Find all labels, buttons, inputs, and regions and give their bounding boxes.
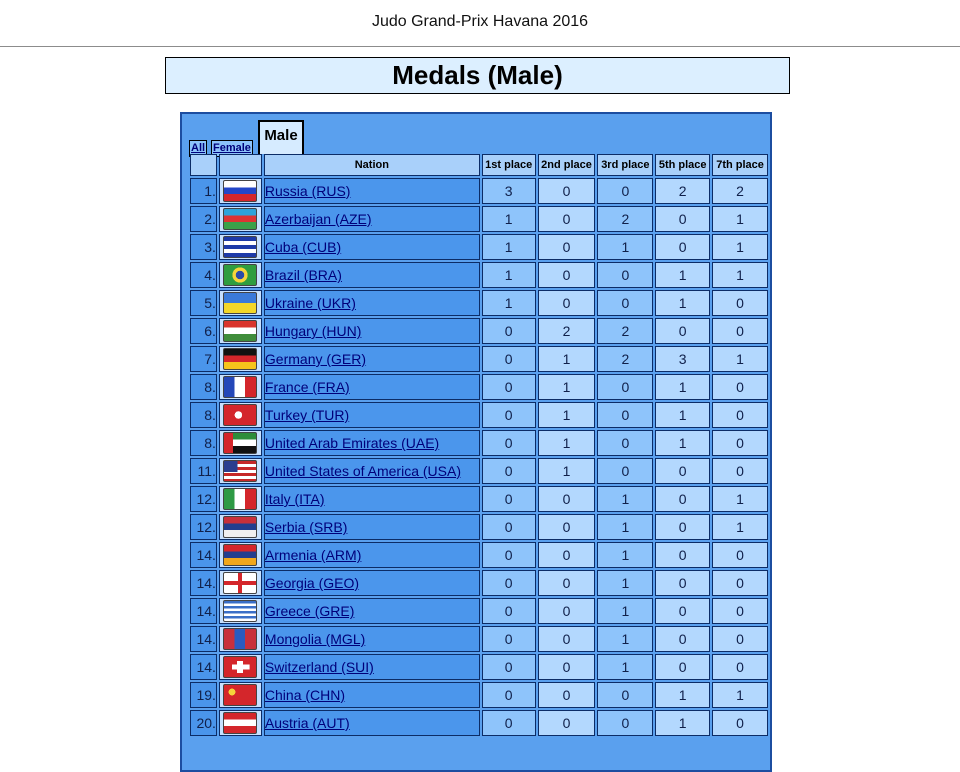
rank-cell: 12. xyxy=(190,486,217,512)
flag-usa-icon xyxy=(223,460,257,482)
nation-link[interactable]: Italy (ITA) xyxy=(264,491,325,507)
third-place-cell: 0 xyxy=(597,178,653,204)
table-row xyxy=(190,234,768,260)
seventh-place-header: 7th place xyxy=(712,154,768,176)
first-place-cell: 1 xyxy=(482,206,536,232)
second-place-cell: 0 xyxy=(538,486,596,512)
flag-serbia-icon xyxy=(223,516,257,538)
seventh-place-cell: 0 xyxy=(712,318,768,344)
flag-cell xyxy=(219,234,262,260)
nation-cell xyxy=(264,430,480,456)
fifth-place-cell: 1 xyxy=(655,374,710,400)
flag-header xyxy=(219,154,262,176)
fifth-place-cell: 0 xyxy=(655,598,710,624)
seventh-place-cell: 2 xyxy=(712,178,768,204)
nation-cell xyxy=(264,598,480,624)
first-place-cell: 0 xyxy=(482,598,536,624)
nation-link[interactable]: United States of America (USA) xyxy=(264,463,461,479)
nation-link[interactable]: Germany (GER) xyxy=(264,351,367,367)
table-header-row xyxy=(190,154,768,176)
first-place-cell: 0 xyxy=(482,318,536,344)
table-row xyxy=(190,318,768,344)
nation-link[interactable]: Mongolia (MGL) xyxy=(264,631,366,647)
table-row xyxy=(190,458,768,484)
table-row xyxy=(190,206,768,232)
nation-link[interactable]: Russia (RUS) xyxy=(264,183,351,199)
rank-cell: 14. xyxy=(190,570,217,596)
second-place-header: 2nd place xyxy=(538,154,596,176)
flag-uae-icon xyxy=(223,432,257,454)
first-place-cell: 0 xyxy=(482,458,536,484)
second-place-cell: 0 xyxy=(538,570,596,596)
nation-link[interactable]: Greece (GRE) xyxy=(264,603,355,619)
second-place-cell: 0 xyxy=(538,234,596,260)
table-row xyxy=(190,514,768,540)
first-place-cell: 0 xyxy=(482,682,536,708)
nation-cell xyxy=(264,514,480,540)
rank-cell: 2. xyxy=(190,206,217,232)
flag-cell xyxy=(219,458,262,484)
fifth-place-cell: 1 xyxy=(655,682,710,708)
second-place-cell: 0 xyxy=(538,710,596,736)
table-row xyxy=(190,542,768,568)
second-place-cell: 0 xyxy=(538,262,596,288)
table-row xyxy=(190,402,768,428)
first-place-cell: 0 xyxy=(482,430,536,456)
medals-table xyxy=(188,152,770,738)
nation-cell xyxy=(264,710,480,736)
nation-cell xyxy=(264,542,480,568)
third-place-cell: 1 xyxy=(597,486,653,512)
tab-female[interactable]: Female xyxy=(211,140,253,157)
seventh-place-cell: 1 xyxy=(712,206,768,232)
nation-link[interactable]: United Arab Emirates (UAE) xyxy=(264,435,440,451)
nation-cell xyxy=(264,486,480,512)
flag-cell xyxy=(219,346,262,372)
flag-cell xyxy=(219,290,262,316)
nation-cell xyxy=(264,178,480,204)
table-row xyxy=(190,486,768,512)
nation-cell xyxy=(264,458,480,484)
rank-cell: 7. xyxy=(190,346,217,372)
nation-cell xyxy=(264,290,480,316)
nation-link[interactable]: Armenia (ARM) xyxy=(264,547,362,563)
fifth-place-cell: 1 xyxy=(655,402,710,428)
third-place-header: 3rd place xyxy=(597,154,653,176)
table-row xyxy=(190,682,768,708)
third-place-cell: 0 xyxy=(597,430,653,456)
second-place-cell: 0 xyxy=(538,514,596,540)
second-place-cell: 0 xyxy=(538,290,596,316)
first-place-cell: 0 xyxy=(482,654,536,680)
fifth-place-header: 5th place xyxy=(655,154,710,176)
nation-link[interactable]: Turkey (TUR) xyxy=(264,407,350,423)
rank-header xyxy=(190,154,217,176)
fifth-place-cell: 0 xyxy=(655,626,710,652)
third-place-cell: 0 xyxy=(597,290,653,316)
table-row xyxy=(190,262,768,288)
flag-ukraine-icon xyxy=(223,292,257,314)
rank-cell: 20. xyxy=(190,710,217,736)
flag-china-icon xyxy=(223,684,257,706)
medals-panel xyxy=(180,112,772,772)
fifth-place-cell: 0 xyxy=(655,234,710,260)
third-place-cell: 1 xyxy=(597,598,653,624)
seventh-place-cell: 1 xyxy=(712,262,768,288)
nation-link[interactable]: Hungary (HUN) xyxy=(264,323,362,339)
fifth-place-cell: 0 xyxy=(655,542,710,568)
nation-link[interactable]: France (FRA) xyxy=(264,379,350,395)
flag-cell xyxy=(219,570,262,596)
flag-cell xyxy=(219,710,262,736)
seventh-place-cell: 0 xyxy=(712,290,768,316)
flag-cuba-icon xyxy=(223,236,257,258)
flag-mongolia-icon xyxy=(223,628,257,650)
third-place-cell: 1 xyxy=(597,542,653,568)
table-row xyxy=(190,626,768,652)
table-row xyxy=(190,374,768,400)
seventh-place-cell: 0 xyxy=(712,374,768,400)
first-place-cell: 1 xyxy=(482,262,536,288)
third-place-cell: 1 xyxy=(597,514,653,540)
rank-cell: 5. xyxy=(190,290,217,316)
third-place-cell: 0 xyxy=(597,682,653,708)
rank-cell: 12. xyxy=(190,514,217,540)
flag-armenia-icon xyxy=(223,544,257,566)
first-place-cell: 0 xyxy=(482,542,536,568)
tab-all[interactable]: All xyxy=(189,140,207,157)
fifth-place-cell: 0 xyxy=(655,206,710,232)
nation-cell xyxy=(264,682,480,708)
first-place-cell: 3 xyxy=(482,178,536,204)
table-row xyxy=(190,598,768,624)
nation-cell xyxy=(264,206,480,232)
seventh-place-cell: 0 xyxy=(712,710,768,736)
fifth-place-cell: 1 xyxy=(655,290,710,316)
second-place-cell: 1 xyxy=(538,458,596,484)
seventh-place-cell: 1 xyxy=(712,486,768,512)
table-row xyxy=(190,346,768,372)
second-place-cell: 0 xyxy=(538,654,596,680)
nation-link[interactable]: Austria (AUT) xyxy=(264,715,350,731)
nation-link[interactable]: Georgia (GEO) xyxy=(264,575,360,591)
second-place-cell: 1 xyxy=(538,402,596,428)
third-place-cell: 1 xyxy=(597,626,653,652)
seventh-place-cell: 0 xyxy=(712,542,768,568)
first-place-cell: 1 xyxy=(482,234,536,260)
seventh-place-cell: 0 xyxy=(712,570,768,596)
flag-georgia-icon xyxy=(223,572,257,594)
fifth-place-cell: 1 xyxy=(655,262,710,288)
second-place-cell: 1 xyxy=(538,374,596,400)
nation-link[interactable]: Switzerland (SUI) xyxy=(264,659,374,675)
fifth-place-cell: 3 xyxy=(655,346,710,372)
second-place-cell: 0 xyxy=(538,542,596,568)
first-place-cell: 0 xyxy=(482,570,536,596)
nation-link[interactable]: Ukraine (UKR) xyxy=(264,295,356,311)
nation-cell xyxy=(264,234,480,260)
flag-cell xyxy=(219,178,262,204)
tab-male[interactable]: Male xyxy=(258,120,304,154)
fifth-place-cell: 0 xyxy=(655,486,710,512)
first-place-cell: 0 xyxy=(482,402,536,428)
fifth-place-cell: 0 xyxy=(655,458,710,484)
rank-cell: 14. xyxy=(190,598,217,624)
seventh-place-cell: 1 xyxy=(712,234,768,260)
table-row xyxy=(190,290,768,316)
flag-russia-icon xyxy=(223,180,257,202)
rank-cell: 14. xyxy=(190,654,217,680)
nation-cell xyxy=(264,654,480,680)
seventh-place-cell: 0 xyxy=(712,626,768,652)
page-header xyxy=(0,0,960,47)
nation-link[interactable]: Serbia (SRB) xyxy=(264,519,348,535)
rank-cell: 6. xyxy=(190,318,217,344)
seventh-place-cell: 0 xyxy=(712,458,768,484)
nation-cell xyxy=(264,374,480,400)
seventh-place-cell: 0 xyxy=(712,402,768,428)
third-place-cell: 0 xyxy=(597,710,653,736)
nation-header: Nation xyxy=(264,154,480,176)
second-place-cell: 0 xyxy=(538,598,596,624)
fifth-place-cell: 0 xyxy=(655,570,710,596)
fifth-place-cell: 1 xyxy=(655,710,710,736)
rank-cell: 4. xyxy=(190,262,217,288)
third-place-cell: 0 xyxy=(597,262,653,288)
third-place-cell: 0 xyxy=(597,458,653,484)
nation-cell xyxy=(264,626,480,652)
nation-cell xyxy=(264,318,480,344)
rank-cell: 1. xyxy=(190,178,217,204)
second-place-cell: 1 xyxy=(538,346,596,372)
table-row xyxy=(190,178,768,204)
flag-azerbaijan-icon xyxy=(223,208,257,230)
flag-cell xyxy=(219,654,262,680)
flag-cell xyxy=(219,542,262,568)
first-place-cell: 0 xyxy=(482,374,536,400)
seventh-place-cell: 1 xyxy=(712,682,768,708)
rank-cell: 8. xyxy=(190,402,217,428)
flag-cell xyxy=(219,430,262,456)
rank-cell: 8. xyxy=(190,430,217,456)
flag-cell xyxy=(219,262,262,288)
flag-cell xyxy=(219,402,262,428)
third-place-cell: 2 xyxy=(597,206,653,232)
third-place-cell: 1 xyxy=(597,654,653,680)
second-place-cell: 0 xyxy=(538,682,596,708)
fifth-place-cell: 2 xyxy=(655,178,710,204)
seventh-place-cell: 1 xyxy=(712,514,768,540)
first-place-cell: 0 xyxy=(482,626,536,652)
rank-cell: 14. xyxy=(190,542,217,568)
flag-cell xyxy=(219,486,262,512)
table-row xyxy=(190,710,768,736)
nation-cell xyxy=(264,262,480,288)
rank-cell: 8. xyxy=(190,374,217,400)
flag-austria-icon xyxy=(223,712,257,734)
flag-cell xyxy=(219,514,262,540)
third-place-cell: 1 xyxy=(597,570,653,596)
nation-cell xyxy=(264,402,480,428)
table-row xyxy=(190,654,768,680)
seventh-place-cell: 1 xyxy=(712,346,768,372)
nation-link[interactable]: Azerbaijan (AZE) xyxy=(264,211,372,227)
fifth-place-cell: 1 xyxy=(655,430,710,456)
flag-cell xyxy=(219,206,262,232)
flag-germany-icon xyxy=(223,348,257,370)
second-place-cell: 0 xyxy=(538,178,596,204)
seventh-place-cell: 0 xyxy=(712,430,768,456)
category-tabs xyxy=(189,120,489,154)
third-place-cell: 0 xyxy=(597,374,653,400)
first-place-cell: 0 xyxy=(482,346,536,372)
flag-cell xyxy=(219,374,262,400)
flag-france-icon xyxy=(223,376,257,398)
flag-hungary-icon xyxy=(223,320,257,342)
flag-cell xyxy=(219,682,262,708)
second-place-cell: 0 xyxy=(538,206,596,232)
first-place-header: 1st place xyxy=(482,154,536,176)
nation-link[interactable]: Brazil (BRA) xyxy=(264,267,342,283)
site-title: Judo Grand-Prix Havana 2016 xyxy=(371,13,589,30)
seventh-place-cell: 0 xyxy=(712,654,768,680)
first-place-cell: 1 xyxy=(482,290,536,316)
flag-brazil-icon xyxy=(223,264,257,286)
page-title: Medals (Male) xyxy=(165,57,790,94)
flag-cell xyxy=(219,598,262,624)
table-row xyxy=(190,430,768,456)
second-place-cell: 2 xyxy=(538,318,596,344)
third-place-cell: 0 xyxy=(597,402,653,428)
fifth-place-cell: 0 xyxy=(655,654,710,680)
third-place-cell: 2 xyxy=(597,318,653,344)
flag-turkey-icon xyxy=(223,404,257,426)
second-place-cell: 0 xyxy=(538,626,596,652)
second-place-cell: 1 xyxy=(538,430,596,456)
nation-link[interactable]: China (CHN) xyxy=(264,687,346,703)
nation-cell xyxy=(264,346,480,372)
nation-cell xyxy=(264,570,480,596)
rank-cell: 19. xyxy=(190,682,217,708)
flag-cell xyxy=(219,626,262,652)
first-place-cell: 0 xyxy=(482,710,536,736)
rank-cell: 11. xyxy=(190,458,217,484)
flag-greece-icon xyxy=(223,600,257,622)
nation-link[interactable]: Cuba (CUB) xyxy=(264,239,342,255)
seventh-place-cell: 0 xyxy=(712,598,768,624)
first-place-cell: 0 xyxy=(482,486,536,512)
flag-switzerland-icon xyxy=(223,656,257,678)
table-body xyxy=(190,178,768,736)
first-place-cell: 0 xyxy=(482,514,536,540)
fifth-place-cell: 0 xyxy=(655,318,710,344)
flag-italy-icon xyxy=(223,488,257,510)
rank-cell: 14. xyxy=(190,626,217,652)
fifth-place-cell: 0 xyxy=(655,514,710,540)
third-place-cell: 1 xyxy=(597,234,653,260)
flag-cell xyxy=(219,318,262,344)
rank-cell: 3. xyxy=(190,234,217,260)
table-row xyxy=(190,570,768,596)
third-place-cell: 2 xyxy=(597,346,653,372)
